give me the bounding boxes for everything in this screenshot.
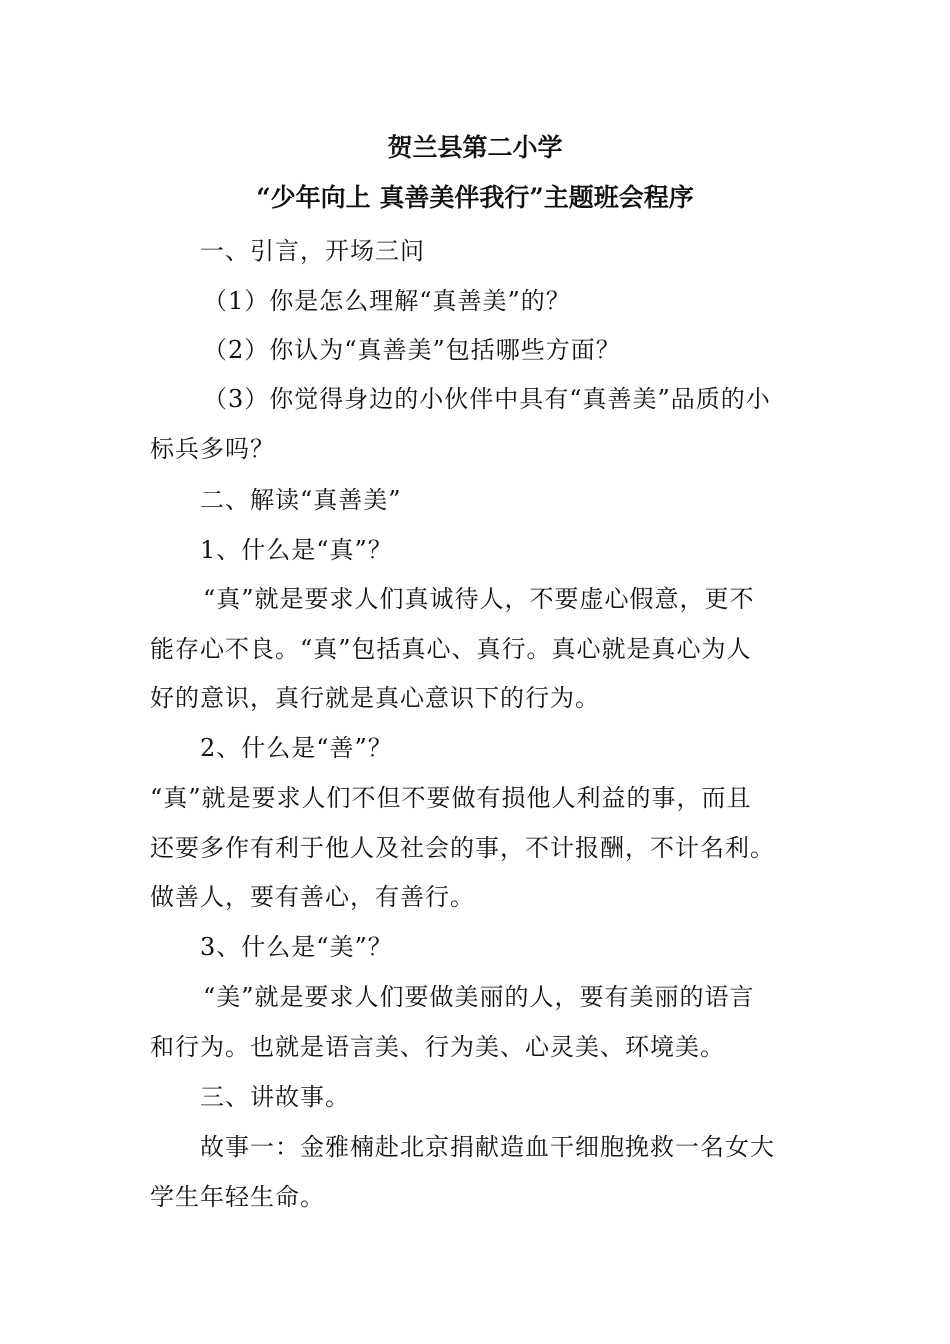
- section-heading-interpret: 二、解读“真善美”: [200, 486, 402, 514]
- document-title: “少年向上 真善美伴我行”主题班会程序: [256, 183, 694, 212]
- paragraph-zhen-line-3: 好的意识，真行就是真心意识下的行为。: [150, 684, 600, 712]
- paragraph-mei-line-1: “美”就是要求人们要做美丽的人，要有美丽的语言: [203, 983, 755, 1011]
- subheading-shan: 2、什么是“善”？: [200, 734, 393, 762]
- section-heading-stories: 三、讲故事。: [200, 1083, 350, 1111]
- paragraph-shan-line-1: “真”就是要求人们不但不要做有损他人利益的事，而且: [150, 784, 752, 812]
- paragraph-zhen-line-1: “真”就是要求人们真诚待人，不要虚心假意，更不: [203, 585, 755, 613]
- question-3-line-2: 标兵多吗？: [150, 435, 275, 463]
- story-1-line-1: 故事一：金雅楠赴北京捐献造血干细胞挽救一名女大: [200, 1133, 775, 1161]
- paragraph-mei-line-2: 和行为。也就是语言美、行为美、心灵美、环境美。: [150, 1033, 725, 1061]
- school-name: 贺兰县第二小学: [387, 133, 563, 162]
- paragraph-zhen-line-2: 能存心不良。“真”包括真心、真行。真心就是真心为人: [150, 635, 752, 663]
- subheading-mei: 3、什么是“美”？: [200, 933, 393, 961]
- section-heading-intro: 一、引言，开场三问: [200, 237, 425, 265]
- question-1: （1）你是怎么理解“真善美”的？: [203, 287, 571, 315]
- question-2: （2）你认为“真善美”包括哪些方面？: [203, 336, 621, 364]
- question-3-line-1: （3）你觉得身边的小伙伴中具有“真善美”品质的小: [203, 385, 771, 413]
- paragraph-shan-line-3: 做善人，要有善心，有善行。: [150, 883, 475, 911]
- story-1-line-2: 学生年轻生命。: [150, 1183, 325, 1211]
- subheading-zhen: 1、什么是“真”？: [200, 536, 393, 564]
- paragraph-shan-line-2: 还要多作有利于他人及社会的事，不计报酬，不计名利。: [150, 834, 775, 862]
